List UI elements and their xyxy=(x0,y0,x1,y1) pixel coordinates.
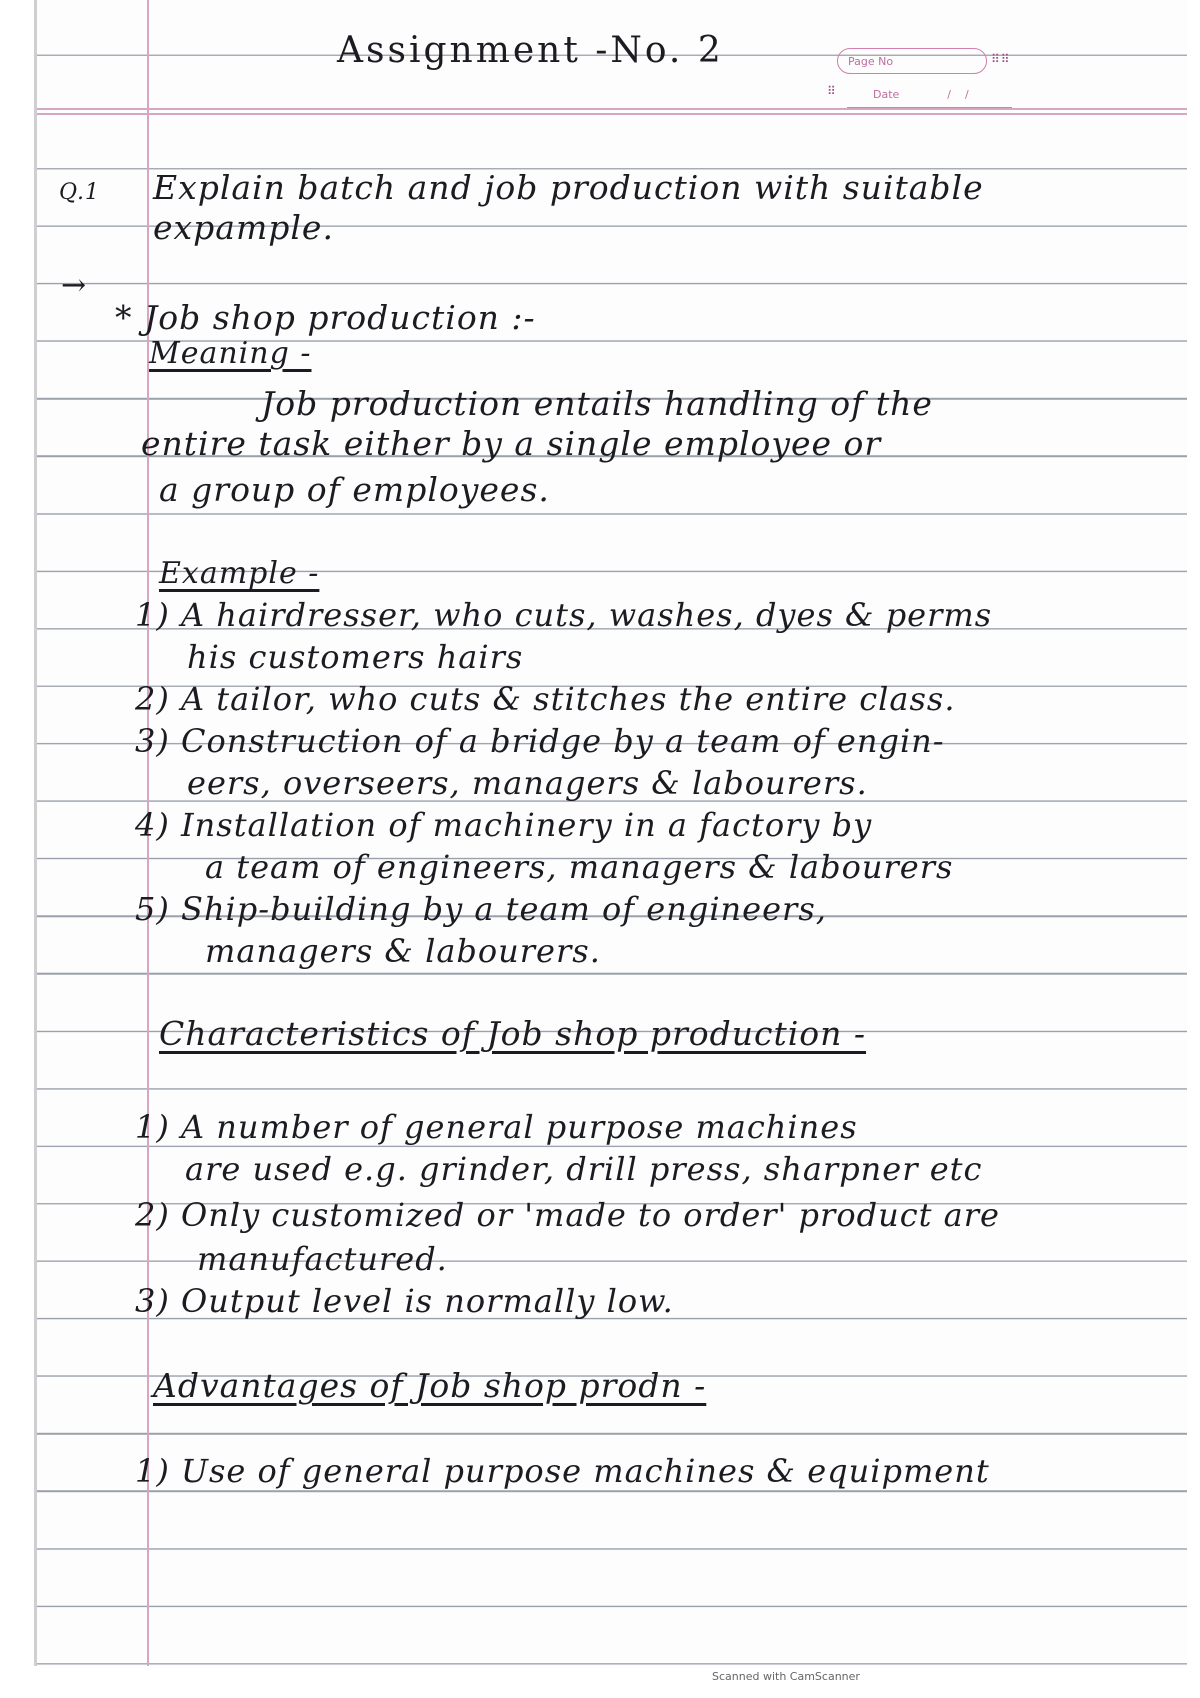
scanner-watermark: Scanned with CamScanner xyxy=(712,1670,860,1683)
characteristics-heading: Characteristics of Job shop production - xyxy=(159,1014,867,1053)
date-label: Date xyxy=(873,88,900,101)
question-number: Q.1 xyxy=(59,180,100,205)
example-line: his customers hairs xyxy=(187,638,524,676)
characteristic-line: are used e.g. grinder, drill press, sharpner etc xyxy=(185,1150,983,1188)
meaning-line-1: Job production entails handling of the xyxy=(261,384,933,423)
meaning-heading: Meaning - xyxy=(149,336,312,371)
characteristic-line: manufactured. xyxy=(197,1240,448,1278)
page-no-label: Page No xyxy=(848,55,894,68)
meaning-line-3: a group of employees. xyxy=(159,470,550,509)
characteristic-line: 1) A number of general purpose machines xyxy=(135,1108,858,1146)
example-line: 1) A hairdresser, who cuts, washes, dyes & perms xyxy=(135,596,993,634)
assignment-title: Assignment -No. 2 xyxy=(337,30,724,71)
page-number-box xyxy=(837,48,987,74)
date-box: Date / / xyxy=(847,82,1012,108)
example-line: a team of engineers, managers & labourers xyxy=(205,848,954,886)
question-line-2: expample. xyxy=(153,208,334,247)
header-rule xyxy=(37,108,1187,110)
job-shop-heading: * Job shop production :- xyxy=(115,298,536,337)
example-line: eers, overseers, managers & labourers. xyxy=(187,764,868,802)
question-line-1: Explain batch and job production with suitable xyxy=(153,168,984,207)
meaning-line-2: entire task either by a single employee or xyxy=(141,424,882,463)
characteristic-line: 3) Output level is normally low. xyxy=(135,1282,674,1320)
scan-left-border xyxy=(0,0,34,1698)
example-line: 4) Installation of machinery in a factory by xyxy=(135,806,873,844)
header-rule-2 xyxy=(37,113,1187,115)
example-line: 5) Ship-building by a team of engineers, xyxy=(135,890,827,928)
example-heading: Example - xyxy=(159,556,320,591)
example-line: managers & labourers. xyxy=(205,932,601,970)
dots-ornament-2: ⠿ xyxy=(827,84,837,98)
characteristic-line: 2) Only customized or 'made to order' product are xyxy=(135,1196,1000,1234)
notebook-page xyxy=(34,0,1187,1666)
example-line: 3) Construction of a bridge by a team of engin- xyxy=(135,722,945,760)
advantage-line: 1) Use of general purpose machines & equipment xyxy=(135,1452,990,1490)
advantages-heading: Advantages of Job shop prodn - xyxy=(153,1366,707,1405)
dots-ornament: ⠿⠿ xyxy=(991,52,1011,66)
answer-arrow: → xyxy=(61,268,88,303)
example-line: 2) A tailor, who cuts & stitches the entire class. xyxy=(135,680,956,718)
